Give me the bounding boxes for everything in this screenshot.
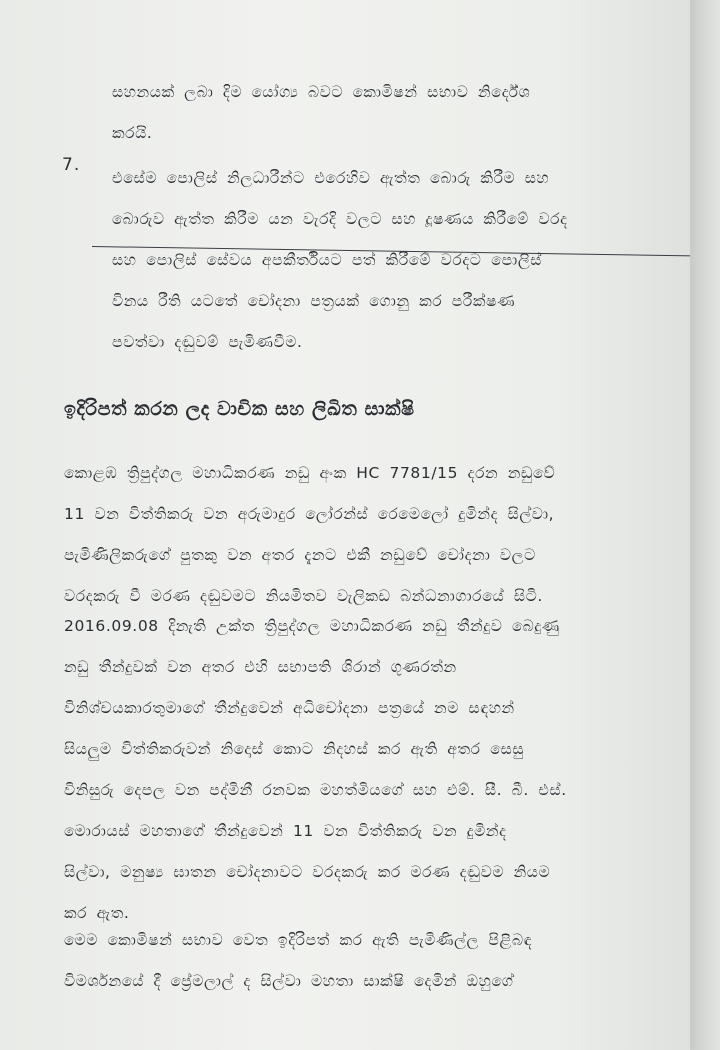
text-line: 11 වන විත්තිකරු වන අරුමාදුර ලෝරන්ස් රෙමෙලෝ දුමින්ද සිල්වා, bbox=[64, 505, 555, 523]
text-line: සහ පොලිස් සේවය අපකීර්තියට පත් කිරීමේ වරදට පොලිස් bbox=[112, 251, 542, 269]
text-line: මොරායස් මහතාගේ තීන්දුවෙන් 11 වන විත්තිකරු වන දුමින්ද bbox=[64, 822, 507, 840]
text-line: පැමිණිලිකරුගේ පුතකු වන අතර දැනට එකී නඩුවේ චෝදනා වලට bbox=[64, 546, 536, 564]
text-line: එසේම පොලිස් නිලධාරීන්ට එරෙහිව ඇත්ත බොරු කිරීම සහ bbox=[112, 169, 550, 187]
text-line: පවත්වා දඬුවම් පැමිණවීම. bbox=[112, 333, 303, 351]
text-line: විනිශ්චයකාරතුමාගේ තීන්දුවෙන් අධිචෝදනා පත්‍රයේ නම සඳහන් bbox=[64, 699, 515, 717]
text-line: විමර්ශනයේ දී ප්‍රේමලාල් ද සිල්වා මහතා සාක්ෂි දෙමින් ඔහුගේ bbox=[64, 972, 514, 990]
text-line: සිල්වා, මනුෂ්‍ය ඝාතන චෝදනාවට වරදකරු කර මරණ දඬුවම නියම bbox=[64, 863, 551, 881]
text-line: සියලුම විත්තිකරුවන් නිදොස් කොට නිදහස් කර ඇති අතර සෙසු bbox=[64, 740, 525, 758]
list-number: 7. bbox=[62, 155, 81, 175]
paragraph-continuation bbox=[112, 72, 657, 154]
text-line: කොළඹ ත්‍රිපුද්ගල මහාධිකරණ නඩු අංක HC 7781/15 දරන නඩුවේ bbox=[64, 464, 556, 482]
text-line: 2016.09.08 දිනැති උක්ත ත්‍රිපුද්ගල මහාධිකරණ නඩු තීන්දුව බෙදුණු bbox=[64, 617, 560, 635]
text-line: විනිසුරු දෙපල වන පද්මිනී රනවක මහත්මියගේ සහ එම්. සී. බී. එස්. bbox=[64, 781, 567, 799]
paragraph-item-7 bbox=[112, 158, 672, 363]
text-line: නඩු තීන්දුවක් වන අතර එහි සභාපති ශිරාන් ගුණරත්න bbox=[64, 658, 457, 676]
paragraph-investigation bbox=[64, 920, 664, 1002]
section-heading: ඉදිරිපත් කරන ලද වාචික සහ ලිඛිත සාක්ෂි bbox=[64, 398, 415, 420]
text-line: වරදකරු වී මරණ දඬුවමට නියමිතව වැලිකඩ බන්ධනාගාරයේ සිටි. bbox=[64, 587, 543, 605]
text-line: විනය රීති යටතේ චෝදනා පත්‍රයක් ගොනු කර පරීක්ෂණ bbox=[112, 292, 516, 310]
text-line: බොරුව ඇත්ත කිරීම යන වැරදි වලට සහ දූෂණය කිරීමේ වරද bbox=[112, 210, 568, 228]
text-line: මෙම කොමිෂන් සභාව වෙත ඉදිරිපත් කර ඇති පැමිණිල්ල පිළිබඳ bbox=[64, 931, 533, 949]
page-edge-shadow bbox=[690, 0, 720, 1050]
paragraph-judgment bbox=[64, 606, 664, 934]
paragraph-case-details bbox=[64, 453, 664, 617]
text-line: කර ඇත. bbox=[64, 904, 130, 922]
text-line: සහනයක් ලබා දිම යෝග්‍ය බවට කොමිෂන් සභාව නිර්දේශ bbox=[112, 83, 531, 101]
text-line: කරයි. bbox=[112, 124, 153, 142]
